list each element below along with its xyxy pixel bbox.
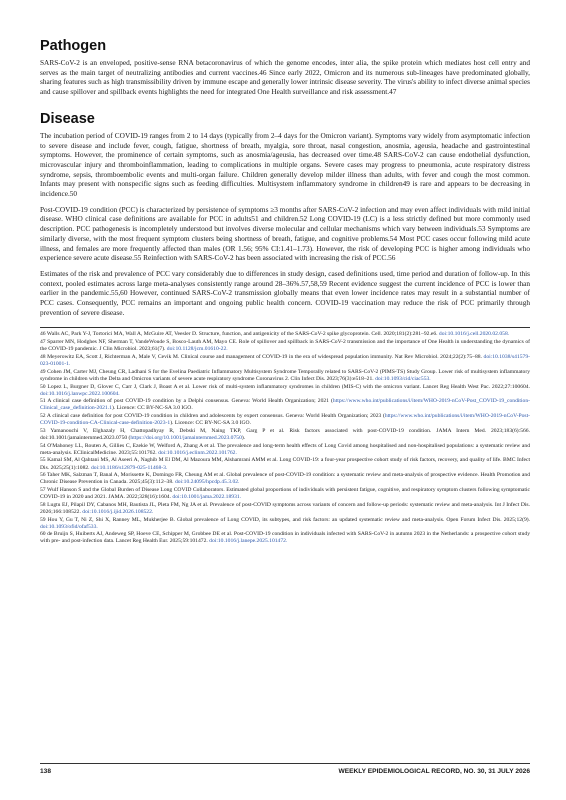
footnote-link[interactable]: doi:10.1016/j.cell.2020.02.058. (438, 331, 510, 338)
footnote-text: 55 Kamal SM, Al Qahtani MS, Al Aseeri A, Naghib M El DM, Al Mazoura MM, Alshamrani AMM et al. Long COVID-19: a four-year prospective cohort study of risk factors, recovery, and quality of life. BMC Infect Dis. 2025;25(1):1082. (40, 457, 530, 471)
footnote-link[interactable]: doi:10.24095/hpcdp.45.3.02. (174, 479, 240, 486)
footnote-link[interactable]: doi:10.1128/jcm.01610-22. (166, 346, 228, 353)
pathogen-paragraph: SARS-CoV-2 is an enveloped, positive-sense RNA betacoronavirus of which the genome encodes, inter alia, the spike protein which mediates host cell entry and serves as the main target of neutralizing antibodies and current vaccines.46 Since early 2022, Omicron and its numerous sub-lineages have predominated globally, sharing features such as high transmissibility driven by immune escape and generally lower intrinsic disease severity. The virus's ability to infect diverse animal species and cause spillover and spillback events highlights the need for integrated One Health surveillance and risk assessment.47 (40, 58, 530, 97)
footnote-text: 53 Yamanouchi V, Elghazaly H, Chattopadhyay R, Debski M, Naing TKP, Garg P et al. Risk factors associated with post-COVID-19 condition. JAMA Intern Med. 2023;183(6):566. doi:10.1001/jamainternmed.2023.0750 ( (40, 427, 530, 441)
footnote-item (40, 457, 530, 471)
footnote-item (40, 331, 530, 338)
footnote-text-tail: ). Licence: CC BY-NC-SA 3.0 IGO. (111, 405, 193, 412)
footnote-item (40, 369, 530, 383)
footnote-link[interactable]: doi:10.1038/s41579-023-01001-1. (40, 353, 530, 368)
footnote-text-tail: ). Licence: CC BY-NC-SA 3.0 IGO. (170, 420, 251, 427)
publication-title: WEEKLY EPIDEMIOLOGICAL RECORD, NO. 30, 31 JULY 2026 (338, 768, 530, 775)
footnote-link[interactable]: doi:10.1016/j.lanwpc.2022.100604. (40, 390, 120, 397)
footnote-item (40, 487, 530, 501)
footnote-text: 49 Cohen JM, Carter MJ, Cheung CR, Ladhani S for the Evelina Paediatric Inflammatory Multisystem Syndrome Temporally related to SARS-CoV-2 (PIMS-TS) Study Group. Lower risk of multisystem inflammatory syndrome in children with the Delta and Omicron variants of severe acute respiratory syndrome Coronavirus 2. Clin Infect Dis. 2023;76(3):e518–21. (40, 368, 530, 382)
disease-paragraph-3: Estimates of the risk and prevalence of PCC vary considerably due to differences in study design, cased definitions used, time period and duration of follow-up. In this context, pooled estimates across large meta-analyses consistently range around 28–36%.57,58,59 Recent evidence suggest the current incidence of PCC is lower than earlier in the pandemic.55,60 However, continued SARS-CoV-2 transmission globally means that even lower incidence rates may result in a substantial number of PCC cases. Consequently, PCC remains an important and ongoing public health concern. COVID-19 vaccination may reduce the risk of PCC primarily through prevention of severe disease. (40, 268, 530, 317)
footnote-item (40, 384, 530, 398)
footnote-item (40, 354, 530, 368)
footnote-text: 59 Hou Y, Gu T, Ni Z, Shi X, Ranney ML, Mukherjee B. Global prevalence of Long COVID, its subtypes, and risk factors: an updated systematic review and meta-analysis. Open Forum Infect Dis. 2025;12(9). (40, 516, 530, 523)
footnote-text: 47 Sparrer MN, Hodghes NF, Sherman T, VandeWoude S, Bosco-Lauth AM, Mayo CE. Role of spillover and spillback in SARS-CoV-2 transmission and the importance of One Health in understanding the dynamics of the COVID-19 pandemic. J Clin Microbiol. 2023;61(7). (40, 339, 530, 353)
footnote-link[interactable]: doi:10.1186/s12879-025-11468-3. (90, 464, 168, 471)
footnote-item (40, 398, 530, 412)
footnote-item (40, 531, 530, 545)
footnote-text: 54 O'Mahoney LL, Routen A, Gillies C, Ezekie W, Welford A, Zhang A et al. The prevalence and long-term health effects of Long Covid among hospitalised and non-hospitalised populations: a systematic review and meta-analysis. EClinicalMedicine. 2023;55:101762. (40, 442, 530, 456)
footnote-item (40, 443, 530, 457)
footnote-link[interactable]: doi:10.1093/ofid/ofaf533. (40, 523, 98, 530)
footnote-link[interactable]: doi:10.1016/j.lanepe.2025.101472. (209, 538, 288, 545)
footnote-link[interactable]: doi:10.1093/cid/ciac553. (375, 375, 431, 382)
footnote-item (40, 502, 530, 516)
footnote-text: 60 de Bruijn S, Huiberts AJ, Andeweg SP, Hoeve CE, Schipper M, Grobbee DE et al. Post-COVID-19 condition in individuals infected with SARS-CoV-2 in autumn 2023 in the Netherlands: a prospective cohort study with pre- and post-infection data. Lancet Reg Health Eur. 2025;59:101472. (40, 531, 530, 545)
footnote-text: 56 Taher MK, Salzman T, Banal A, Morissette K, Domingo FR, Cheung AM et al. Global prevalence of post-COVID-19 condition: a systematic review and meta-analysis of prospective evidence. Health Promotion and Chronic Disease Prevention in Canada. 2025;45(3):112–38. (40, 472, 530, 486)
section-heading-disease: Disease (40, 110, 95, 127)
footnote-link[interactable]: doi:10.1016/j.ijid.2026.108522. (82, 508, 154, 515)
footnotes-list (40, 331, 530, 545)
footnote-text: 52 A clinical case definition for post COVID-19 condition in children and adolescents by expert consensus. Geneva: World Health Organization; 2023 ( (40, 413, 385, 420)
footnote-item (40, 428, 530, 442)
disease-paragraph-1: The incubation period of COVID-19 ranges from 2 to 14 days (typically from 2–4 days for the Omicron variant). Symptoms vary widely from asymptomatic infection to severe disease and include fever, cough, fatigue, shortness of breath, myalgia, sore throat, nasal congestion, anosmia, ageusia, headache and gastrointestinal symptoms. However, the prominence of certain symptoms, such as anosmia/ageusia, has decreased over time.48 SARS-CoV-2 can cause endothelial dysfunction, microvascular injury and thromboinflammation, leading to complications in multiple organs. Severe cases may progress to pneumonia, acute respiratory distress syndrome, sepsis, thromboembolic events and multi-organ failure. Children generally develop milder illness than adults, with fever and cough the most common. Infants may present with nonspecific signs such as feeding difficulties. Multisystem inflammatory syndrome in children49 is rare and appears to be decreasing in incidence.50 (40, 130, 530, 199)
footnote-text-tail: ). (241, 434, 246, 441)
footnote-text: 50 Lopez L, Burgner D, Glover C, Carr J, Clark J, Boast A et al. Lower risk of multi-system inflammatory syndromes in children (MIS-C) with the omicron variant. Lancet Reg Health West Pac. 2022;27:100604. (40, 383, 530, 390)
footnote-link[interactable]: https://www.who.int/publications/i/item/WHO-2019-nCoV-Post-COVID-19-condition-CA-Clinical-case-definition-2023-1 (40, 413, 530, 427)
footnote-text: 48 Meyerowitz EA, Scott J, Richterman A, Male V, Cevik M. Clinical course and management of COVID-19 in the era of widespread population immunity. Nat Rev Microbiol. 2024;22(2):75–88. (40, 353, 484, 360)
footnote-text: 58 Lugtu EJ, Pilapil DY, Cabanos MH, Bautista JL, Pleta FM, Ng JA et al. Prevalence of post-COVID symptoms across variants of concern and follow-up periods: systematic review and meta-analysis. Int J Infect Dis. 2026;166:108522. (40, 501, 530, 515)
footnote-text: 57 Wulf Hanson S and the Global Burden of Disease Long COVID Collaborators. Estimated global proportions of individuals with persistent fatigue, cognitive, and respiratory symptom clusters following symptomatic COVID-19 in 2020 and 2021. JAMA. 2022;328(16):1604. (40, 486, 530, 501)
footnote-link[interactable]: doi:10.1001/jama.2022.18931. (172, 494, 242, 501)
footnote-link[interactable]: doi:10.1016/j.eclinm.2022.101762. (158, 449, 237, 456)
footnote-item (40, 472, 530, 486)
section-heading-pathogen: Pathogen (40, 38, 107, 54)
page-footer (40, 763, 530, 775)
page-number: 138 (40, 768, 52, 775)
disease-paragraph-2: Post-COVID-19 condition (PCC) is characterized by persistence of symptoms ≥3 months after SARS-CoV-2 infection and may even affect individuals with mild initial disease. WHO clinical case definitions are available for PCC in adults51 and children.52 Long COVID-19 (LC) is a less strictly defined but more commonly used description. PCC pathogenesis is incompletely understood but involves diverse molecular and cellular mechanisms which vary between individuals.53 Symptoms are similarly diverse, with the most frequent symptom clusters being shortness of breath, fatigue, and cognitive problems.54 Most PCC cases occur following mild acute illness, and females are more frequently affected than males (OR 1.56; 95% CI:1.41–1.73). However, the risk of developing PCC is higher among individuals who experience severe acute disease.55 Reinfection with SARS-CoV-2 has been associated with increasing the risk of PCC.56 (40, 204, 530, 263)
footnote-link[interactable]: https://doi.org/10.1001/jamainternmed.2023.0750 (130, 434, 242, 441)
footnote-link[interactable]: https://www.who.int/publications/i/item/WHO-2019-nCoV-Post_COVID-19_condition-Clinical_case_definition-2021.1 (40, 398, 530, 412)
footnote-divider (40, 327, 530, 328)
footnote-item (40, 413, 530, 427)
footnote-item (40, 517, 530, 531)
footnote-item (40, 339, 530, 353)
footnote-text: 51 A clinical case definition of post COVID-19 condition by a Delphi consensus. Geneva: World Health Organization; 2021 ( (40, 398, 333, 405)
footnote-text: 46 Walls AC, Park Y-J, Tortorici MA, Wall A, McGuire AT, Veesler D. Structure, function, and antigenicity of the SARS-CoV-2 spike glycoprotein. Cell. 2020;181(2):281–92.e6. (40, 331, 439, 338)
page-content (40, 38, 530, 546)
